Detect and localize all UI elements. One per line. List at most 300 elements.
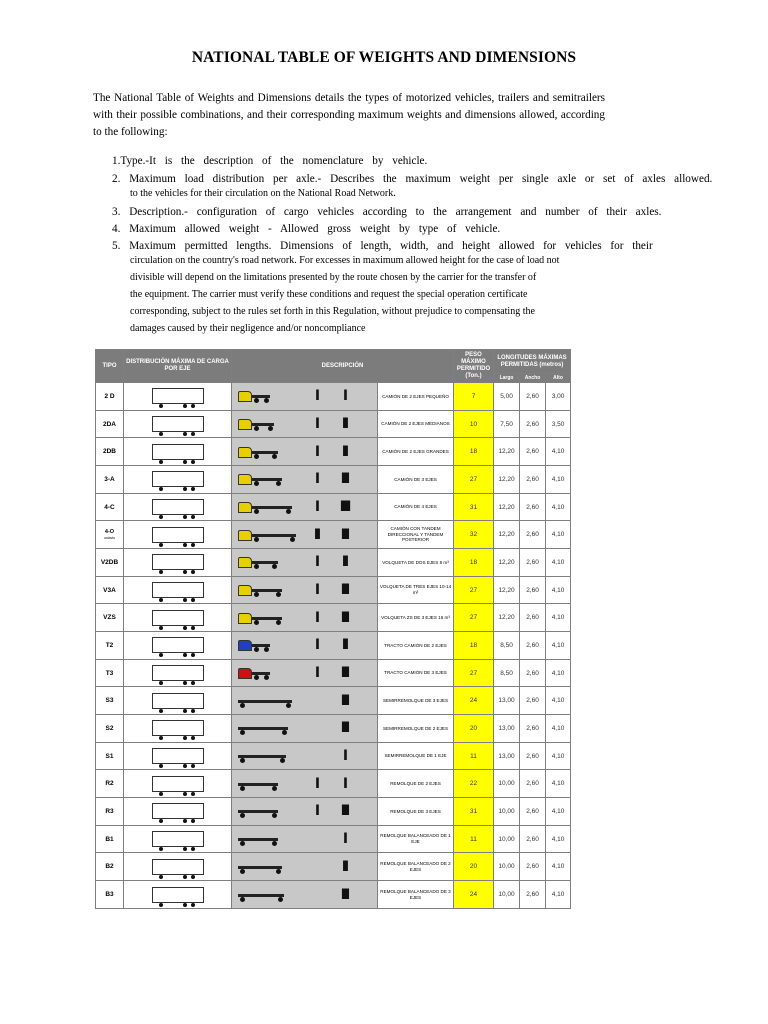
wheel-icon bbox=[183, 764, 187, 768]
wheel-icon bbox=[183, 515, 187, 519]
wheel-icon bbox=[159, 626, 163, 630]
vehicle-side-diagram-icon bbox=[124, 743, 231, 770]
wheel-icon bbox=[240, 897, 245, 902]
cell-tipo-text: 3-A bbox=[104, 475, 115, 483]
cell-vehicle-name bbox=[378, 798, 454, 826]
header-ancho: Ancho bbox=[520, 374, 546, 383]
wheel-icon bbox=[183, 736, 187, 740]
list-item-permitted-lengths: 5. Maximum permitted lengths. Dimensions of length, width, and height allowed for vehicles for their bbox=[112, 240, 653, 252]
axle-symbol-icon: III bbox=[340, 720, 348, 737]
vehicle-outline-icon bbox=[152, 444, 204, 460]
cell-alto bbox=[546, 549, 571, 577]
truck-icon bbox=[238, 668, 270, 678]
cell-distribution-diagram bbox=[124, 410, 232, 438]
vehicle-side-diagram-icon bbox=[124, 632, 231, 659]
cell-max-weight bbox=[454, 659, 494, 687]
wheel-icon bbox=[159, 404, 163, 408]
cell-tipo bbox=[96, 604, 124, 632]
axle-symbol-icon: I bbox=[342, 748, 346, 765]
cell-max-weight-text: 20 bbox=[469, 724, 478, 732]
wheel-icon bbox=[183, 543, 187, 547]
cell-vehicle-name bbox=[378, 549, 454, 577]
cell-description-graphic bbox=[232, 742, 378, 770]
truck-icon bbox=[238, 723, 302, 733]
cell-largo bbox=[494, 825, 520, 853]
cell-largo bbox=[494, 549, 520, 577]
cell-vehicle-name-text: SEMIRREMOLQUE DE 3 EJES bbox=[382, 697, 449, 703]
cell-vehicle-name-text: REMOLQUE DE 3 EJES bbox=[390, 808, 441, 814]
cell-vehicle-name bbox=[378, 881, 454, 909]
cell-ancho bbox=[520, 825, 546, 853]
list-item-description: 3. Description.- configuration of cargo vehicles according to the arrangement and number of their axles. bbox=[112, 206, 662, 218]
cell-ancho-text: 2,60 bbox=[526, 558, 539, 566]
cell-vehicle-name bbox=[378, 632, 454, 660]
wheel-icon bbox=[272, 564, 277, 569]
cell-tipo-text: 2 D bbox=[104, 392, 115, 400]
cell-max-weight-text: 20 bbox=[469, 863, 478, 871]
cell-vehicle-name-text: REMOLQUE BALANCEADO DE 3 EJES bbox=[380, 888, 451, 900]
cell-description-graphic bbox=[232, 798, 378, 826]
cell-max-weight-text: 27 bbox=[469, 614, 478, 622]
cell-alto-text: 4,10 bbox=[551, 614, 565, 622]
truck-icon bbox=[238, 447, 278, 457]
header-description: DESCRIPCIÓN bbox=[232, 350, 454, 383]
truck-icon bbox=[238, 474, 282, 484]
cell-alto-text: 4,10 bbox=[551, 752, 565, 760]
wheel-icon bbox=[191, 598, 195, 602]
wheel-icon bbox=[240, 786, 245, 791]
axle-symbol-icon: III bbox=[340, 665, 348, 682]
axle-symbol-icon: I bbox=[314, 803, 318, 820]
truck-icon bbox=[238, 557, 278, 567]
vehicle-side-diagram-icon bbox=[124, 604, 231, 631]
cell-max-weight-text: 24 bbox=[469, 697, 478, 705]
wheel-icon bbox=[268, 426, 273, 431]
cell-ancho-text: 2,60 bbox=[526, 863, 539, 871]
cell-alto bbox=[546, 825, 571, 853]
cell-distribution-diagram bbox=[124, 715, 232, 743]
wheel-icon bbox=[272, 454, 277, 459]
axle-symbol-icon: I bbox=[342, 388, 346, 405]
cell-max-weight-text: 27 bbox=[469, 586, 478, 594]
cell-alto-text: 4,10 bbox=[551, 641, 565, 649]
cell-largo-text: 8,50 bbox=[500, 641, 513, 649]
cell-ancho bbox=[520, 853, 546, 881]
axle-symbol-icon: II bbox=[341, 858, 347, 875]
vehicle-side-diagram-icon bbox=[124, 438, 231, 465]
wheel-icon bbox=[191, 875, 195, 879]
cell-vehicle-name-text: VOLQUETA DE TRES EJES 10-14 m³ bbox=[379, 584, 452, 596]
vehicle-outline-icon bbox=[152, 776, 204, 792]
cell-tipo-text: R3 bbox=[105, 807, 114, 815]
cell-alto-text: 4,10 bbox=[551, 475, 565, 483]
cell-tipo-text: B2 bbox=[105, 863, 114, 871]
cell-vehicle-name bbox=[378, 742, 454, 770]
cell-description-graphic bbox=[232, 770, 378, 798]
cell-tipo bbox=[96, 715, 124, 743]
cell-max-weight-text: 18 bbox=[469, 448, 478, 456]
axle-symbol-icon: I bbox=[314, 471, 318, 488]
truck-icon bbox=[238, 834, 292, 844]
wheel-icon bbox=[159, 764, 163, 768]
cell-largo bbox=[494, 632, 520, 660]
cell-description-graphic bbox=[232, 825, 378, 853]
cell-tipo-text: 4-O bbox=[104, 528, 115, 535]
cell-ancho bbox=[520, 742, 546, 770]
wheel-icon bbox=[183, 432, 187, 436]
wheel-icon bbox=[183, 709, 187, 713]
vehicle-outline-icon bbox=[152, 748, 204, 764]
cell-ancho-text: 2,60 bbox=[526, 586, 539, 594]
cell-vehicle-name-text: REMOLQUE BALANCEADO DE 2 EJES bbox=[380, 861, 451, 872]
vehicle-side-diagram-icon bbox=[124, 770, 231, 797]
wheel-icon bbox=[183, 653, 187, 657]
cell-max-weight-text: 10 bbox=[469, 420, 478, 428]
vehicle-side-diagram-icon bbox=[124, 494, 231, 521]
axle-symbol-icon: I bbox=[314, 554, 318, 571]
wheel-icon bbox=[191, 432, 195, 436]
cell-tipo-text: V2DB bbox=[100, 558, 119, 566]
cell-max-weight-text: 11 bbox=[470, 752, 477, 760]
cell-largo-text: 10,00 bbox=[498, 891, 515, 899]
cell-vehicle-name-text: SEMIRREMOLQUE DE 2 EJES bbox=[382, 725, 449, 731]
cell-vehicle-name-text: SEMIRREMOLQUE DE 1 EJE bbox=[384, 753, 447, 759]
cell-description-graphic bbox=[232, 632, 378, 660]
truck-icon bbox=[238, 751, 300, 761]
wheel-icon bbox=[159, 709, 163, 713]
cell-alto-text: 4,10 bbox=[551, 669, 565, 677]
cell-tipo bbox=[96, 770, 124, 798]
cell-ancho-text: 2,60 bbox=[526, 614, 539, 622]
cell-max-weight bbox=[454, 466, 494, 494]
table-row bbox=[96, 632, 571, 660]
wheel-icon bbox=[254, 675, 259, 680]
vehicle-outline-icon bbox=[152, 803, 204, 819]
cell-vehicle-name-text: VOLQUETA ZS DE 3 EJES 16 m³ bbox=[381, 614, 450, 620]
wheel-icon bbox=[159, 736, 163, 740]
axle-symbol-icon: III bbox=[340, 582, 348, 599]
cell-alto bbox=[546, 853, 571, 881]
cell-vehicle-name bbox=[378, 410, 454, 438]
wheel-icon bbox=[159, 515, 163, 519]
wheel-icon bbox=[272, 841, 277, 846]
cell-alto-text: 4,10 bbox=[551, 807, 565, 815]
cell-largo-text: 13,00 bbox=[498, 697, 515, 705]
axle-symbol-icon: II bbox=[341, 554, 347, 571]
vehicle-outline-icon bbox=[152, 831, 204, 847]
cell-largo-text: 13,00 bbox=[498, 752, 515, 760]
cell-max-weight-text: 22 bbox=[469, 780, 478, 788]
list-item-lengths-cont-2: divisible will depend on the limitations presented by the route chosen by the carrier for the transfer of bbox=[130, 272, 537, 283]
cell-largo bbox=[494, 410, 520, 438]
cell-distribution-diagram bbox=[124, 687, 232, 715]
cell-alto bbox=[546, 576, 571, 604]
wheel-icon bbox=[159, 875, 163, 879]
cell-largo bbox=[494, 770, 520, 798]
wheel-icon bbox=[272, 813, 277, 818]
axle-symbol-icon: III bbox=[340, 526, 348, 543]
truck-icon bbox=[238, 391, 270, 401]
axle-symbol-icon: III bbox=[340, 609, 348, 626]
wheel-icon bbox=[191, 543, 195, 547]
list-item-load-distribution-cont: to the vehicles for their circulation on the National Road Network. bbox=[130, 188, 396, 199]
cell-vehicle-name-text: TRACTO CAMIÓN DE 3 EJES bbox=[384, 670, 447, 676]
wheel-icon bbox=[240, 813, 245, 818]
cell-description-graphic bbox=[232, 410, 378, 438]
wheel-icon bbox=[264, 647, 269, 652]
header-max-lengths: LONGITUDES MÁXIMAS PERMITIDAS (metros) bbox=[494, 350, 571, 374]
cell-tipo bbox=[96, 383, 124, 411]
axle-symbol-icon: II bbox=[341, 443, 347, 460]
cell-max-weight bbox=[454, 715, 494, 743]
cell-alto bbox=[546, 659, 571, 687]
wheel-icon bbox=[191, 487, 195, 491]
cell-tipo-text: B1 bbox=[105, 835, 114, 843]
cell-vehicle-name-text: TRACTO CAMIÓN DE 2 EJES bbox=[384, 642, 447, 648]
cell-ancho-text: 2,60 bbox=[526, 835, 539, 843]
cell-tipo bbox=[96, 438, 124, 466]
cab-icon bbox=[238, 585, 252, 596]
table-row bbox=[96, 521, 571, 549]
cell-description-graphic bbox=[232, 493, 378, 521]
cell-max-weight-text: 27 bbox=[469, 475, 478, 483]
table-row bbox=[96, 687, 571, 715]
axle-symbol-icon: III bbox=[340, 803, 348, 820]
cell-vehicle-name bbox=[378, 438, 454, 466]
table-row bbox=[96, 798, 571, 826]
cell-largo-text: 10,00 bbox=[498, 807, 515, 815]
truck-icon bbox=[238, 890, 298, 900]
cell-max-weight-text: 32 bbox=[469, 531, 478, 539]
cell-ancho bbox=[520, 881, 546, 909]
cell-largo bbox=[494, 438, 520, 466]
wheel-icon bbox=[159, 653, 163, 657]
cell-ancho-text: 2,60 bbox=[526, 448, 539, 456]
wheel-icon bbox=[280, 758, 285, 763]
cell-alto bbox=[546, 410, 571, 438]
cell-largo-text: 12,20 bbox=[498, 503, 515, 511]
cell-vehicle-name-text: CAMIÓN DE 2 EJES GRANDES bbox=[382, 448, 449, 454]
list-item-type: 1.Type.-It is the description of the nomenclature by vehicle. bbox=[112, 155, 428, 167]
cell-max-weight-text: 18 bbox=[469, 641, 478, 649]
cell-alto bbox=[546, 798, 571, 826]
axle-symbol-icon: III bbox=[340, 692, 348, 709]
header-largo: Largo bbox=[494, 374, 520, 383]
wheel-icon bbox=[183, 570, 187, 574]
cell-largo-text: 12,20 bbox=[498, 586, 515, 594]
cell-ancho bbox=[520, 715, 546, 743]
table-row bbox=[96, 881, 571, 909]
cell-max-weight bbox=[454, 742, 494, 770]
cell-ancho bbox=[520, 493, 546, 521]
axle-symbol-icon: III bbox=[340, 886, 348, 903]
cell-tipo-text: R2 bbox=[105, 780, 114, 788]
wheel-icon bbox=[183, 875, 187, 879]
cell-ancho-text: 2,60 bbox=[526, 891, 539, 899]
wheel-icon bbox=[276, 592, 281, 597]
cell-tipo bbox=[96, 687, 124, 715]
cell-max-weight bbox=[454, 383, 494, 411]
cell-vehicle-name bbox=[378, 853, 454, 881]
cell-tipo bbox=[96, 825, 124, 853]
table-row bbox=[96, 549, 571, 577]
cell-max-weight bbox=[454, 521, 494, 549]
wheel-icon bbox=[240, 730, 245, 735]
cell-largo-text: 10,00 bbox=[498, 780, 515, 788]
cell-description-graphic bbox=[232, 687, 378, 715]
cell-vehicle-name bbox=[378, 715, 454, 743]
cell-alto bbox=[546, 493, 571, 521]
cell-description-graphic bbox=[232, 604, 378, 632]
cell-description-graphic bbox=[232, 466, 378, 494]
cell-distribution-diagram bbox=[124, 604, 232, 632]
chassis-icon bbox=[238, 755, 286, 758]
cell-ancho-text: 2,60 bbox=[526, 669, 539, 677]
wheel-icon bbox=[183, 847, 187, 851]
cell-vehicle-name-text: CAMIÓN CON TANDEM DIRECCIONAL Y TANDEM POSTERIOR bbox=[387, 526, 444, 543]
cell-vehicle-name bbox=[378, 383, 454, 411]
truck-icon bbox=[238, 862, 296, 872]
wheel-icon bbox=[159, 543, 163, 547]
cell-vehicle-name-text: CAMIÓN DE 4 EJES bbox=[394, 504, 437, 510]
table-row bbox=[96, 576, 571, 604]
vehicle-side-diagram-icon bbox=[124, 881, 231, 908]
axle-symbol-icon: II bbox=[341, 637, 347, 654]
cell-ancho-text: 2,60 bbox=[526, 420, 539, 428]
wheel-icon bbox=[159, 681, 163, 685]
wheel-icon bbox=[276, 481, 281, 486]
cell-alto-text: 4,10 bbox=[551, 891, 565, 899]
vehicle-outline-icon bbox=[152, 720, 204, 736]
cell-vehicle-name-text: CAMIÓN DE 2 EJES PEQUEÑO bbox=[382, 393, 449, 399]
wheel-icon bbox=[264, 675, 269, 680]
wheel-icon bbox=[159, 570, 163, 574]
vehicle-outline-icon bbox=[152, 887, 204, 903]
list-item-load-distribution: 2. Maximum load distribution per axle.- Describes the maximum weight per single axle or set of axles allowed. bbox=[112, 173, 713, 185]
cell-largo bbox=[494, 715, 520, 743]
cell-ancho-text: 2,60 bbox=[526, 641, 539, 649]
vehicle-side-diagram-icon bbox=[124, 826, 231, 853]
cell-largo bbox=[494, 659, 520, 687]
list-item-lengths-cont-5: damages caused by their negligence and/or noncompliance bbox=[130, 323, 366, 334]
wheel-icon bbox=[254, 620, 259, 625]
cell-tipo bbox=[96, 853, 124, 881]
vehicle-side-diagram-icon bbox=[124, 549, 231, 576]
cell-ancho bbox=[520, 659, 546, 687]
cell-tipo-text: V3A bbox=[103, 586, 116, 594]
table-row bbox=[96, 715, 571, 743]
cell-largo-text: 12,20 bbox=[498, 475, 515, 483]
cell-tipo-text: 2DA bbox=[102, 420, 116, 428]
table-row bbox=[96, 466, 571, 494]
cell-ancho bbox=[520, 604, 546, 632]
cell-alto-text: 4,10 bbox=[551, 503, 565, 511]
cell-alto bbox=[546, 632, 571, 660]
cell-distribution-diagram bbox=[124, 632, 232, 660]
header-alto: Alto bbox=[546, 374, 571, 383]
truck-icon bbox=[238, 585, 282, 595]
vehicle-outline-icon bbox=[152, 637, 204, 653]
cell-ancho-text: 2,60 bbox=[526, 503, 539, 511]
cell-largo-text: 8,50 bbox=[500, 669, 513, 677]
cell-tipo-text: S2 bbox=[105, 724, 114, 732]
cab-icon bbox=[238, 391, 252, 402]
cab-icon bbox=[238, 419, 252, 430]
vehicle-side-diagram-icon bbox=[124, 853, 231, 880]
table-row bbox=[96, 659, 571, 687]
wheel-icon bbox=[191, 515, 195, 519]
table-row bbox=[96, 493, 571, 521]
vehicle-outline-icon bbox=[152, 471, 204, 487]
wheel-icon bbox=[183, 792, 187, 796]
cell-ancho bbox=[520, 632, 546, 660]
cell-tipo-text: 2DB bbox=[102, 448, 116, 456]
wheel-icon bbox=[183, 404, 187, 408]
wheel-icon bbox=[183, 598, 187, 602]
wheel-icon bbox=[191, 681, 195, 685]
cell-vehicle-name bbox=[378, 659, 454, 687]
cab-icon bbox=[238, 502, 252, 513]
cell-largo bbox=[494, 576, 520, 604]
wheel-icon bbox=[278, 897, 283, 902]
cell-alto-text: 4,10 bbox=[551, 448, 565, 456]
cell-tipo-text: T3 bbox=[105, 669, 114, 677]
wheel-icon bbox=[276, 869, 281, 874]
wheel-icon bbox=[159, 487, 163, 491]
wheel-icon bbox=[159, 598, 163, 602]
cell-tipo bbox=[96, 742, 124, 770]
cell-alto-text: 4,10 bbox=[551, 863, 565, 871]
cell-alto bbox=[546, 770, 571, 798]
cell-description-graphic bbox=[232, 881, 378, 909]
vehicle-outline-icon bbox=[152, 554, 204, 570]
wheel-icon bbox=[159, 792, 163, 796]
vehicle-side-diagram-icon bbox=[124, 466, 231, 493]
cell-max-weight bbox=[454, 604, 494, 632]
wheel-icon bbox=[254, 454, 259, 459]
cell-max-weight-text: 27 bbox=[469, 669, 478, 677]
truck-icon bbox=[238, 502, 292, 512]
wheel-icon bbox=[183, 681, 187, 685]
cell-distribution-diagram bbox=[124, 742, 232, 770]
list-item-lengths-cont-4: corresponding, subject to the rules set forth in this Regulation, without prejudice to compensating the bbox=[130, 306, 535, 317]
wheel-icon bbox=[254, 592, 259, 597]
cell-ancho bbox=[520, 466, 546, 494]
vehicle-outline-icon bbox=[152, 388, 204, 404]
cab-icon bbox=[238, 557, 252, 568]
axle-symbol-icon: II bbox=[313, 526, 319, 543]
truck-icon bbox=[238, 696, 306, 706]
header-distribution: DISTRIBUCIÓN MÁXIMA DE CARGA POR EJE bbox=[124, 350, 232, 383]
cell-alto bbox=[546, 521, 571, 549]
cell-ancho-text: 2,60 bbox=[526, 531, 539, 539]
vehicle-outline-icon bbox=[152, 499, 204, 515]
axle-symbol-icon: I bbox=[314, 443, 318, 460]
wheel-icon bbox=[240, 703, 245, 708]
wheel-icon bbox=[240, 841, 245, 846]
vehicle-side-diagram-icon bbox=[124, 411, 231, 438]
cell-vehicle-name bbox=[378, 466, 454, 494]
cell-max-weight bbox=[454, 549, 494, 577]
cell-max-weight bbox=[454, 770, 494, 798]
vehicle-outline-icon bbox=[152, 610, 204, 626]
cell-largo bbox=[494, 383, 520, 411]
axle-symbol-icon: I bbox=[314, 775, 318, 792]
list-item-lengths-cont-1: circulation on the country's road network. For excesses in maximum allowed height for the case of load not bbox=[130, 255, 560, 266]
vehicle-outline-icon bbox=[152, 582, 204, 598]
cell-max-weight-text: 31 bbox=[469, 807, 478, 815]
cell-description-graphic bbox=[232, 438, 378, 466]
